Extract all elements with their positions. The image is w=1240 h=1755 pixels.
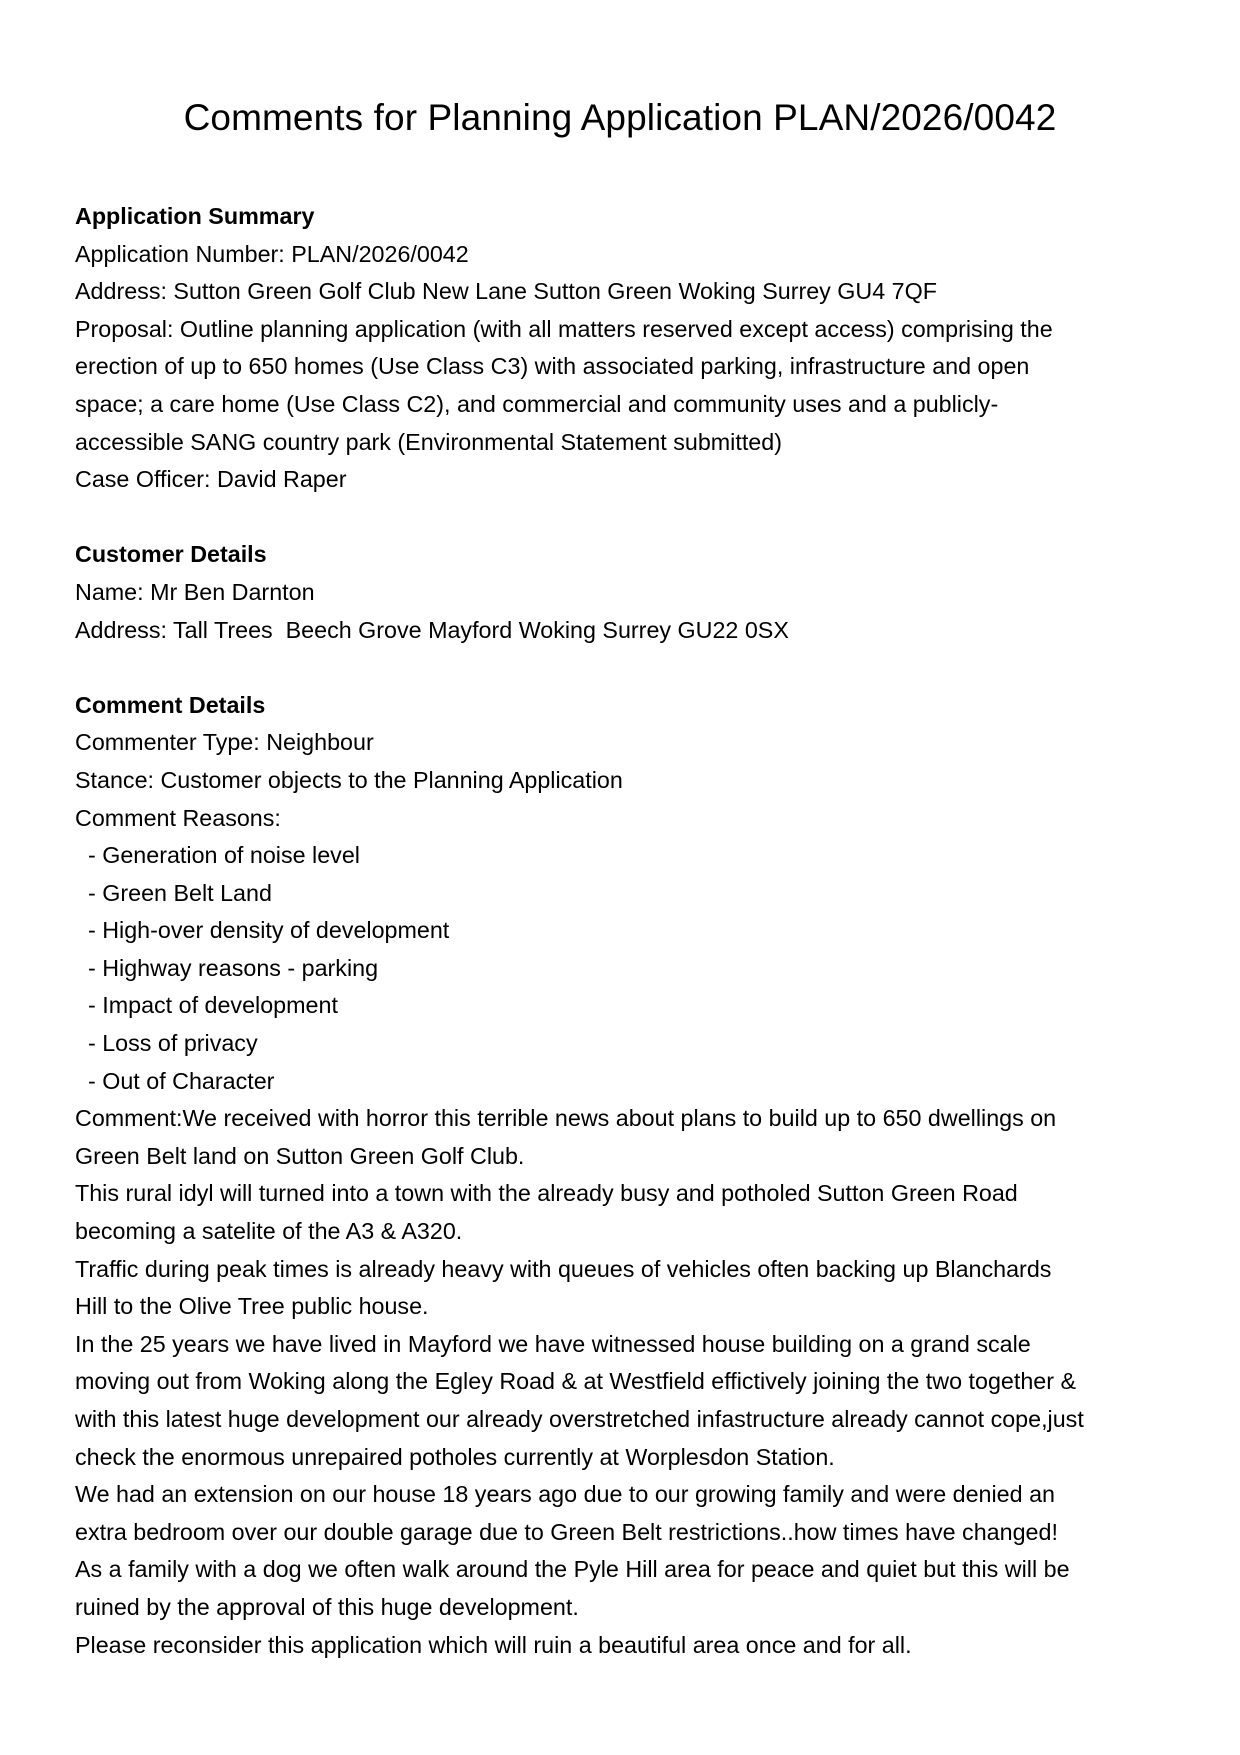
customer-details-heading: Customer Details <box>75 541 267 568</box>
comment-text <box>75 1100 1185 1664</box>
proposal-line: Proposal: Outline planning application (with all matters reserved except access) comprising the <box>75 315 1053 342</box>
comment-reason-item: - Impact of development <box>88 992 338 1019</box>
comment-reason-item: - Loss of privacy <box>88 1030 258 1057</box>
comment-reason-item: - Generation of noise level <box>88 842 360 869</box>
comment-reason-item: - Out of Character <box>88 1067 275 1094</box>
customer-details-section <box>75 536 1185 649</box>
customer-address: Address: Tall Trees Beech Grove Mayford Woking Surrey GU22 0SX <box>75 616 789 643</box>
comment-line: extra bedroom over our double garage due to Green Belt restrictions..how times have changed! <box>75 1518 1058 1545</box>
comment-line: becoming a satelite of the A3 & A320. <box>75 1218 463 1245</box>
case-officer: Case Officer: David Raper <box>75 466 347 493</box>
comment-line: Hill to the Olive Tree public house. <box>75 1293 429 1320</box>
comment-line: This rural idyl will turned into a town with the already busy and potholed Sutton Green Road <box>75 1180 1018 1207</box>
comment-details-heading: Comment Details <box>75 691 266 718</box>
comment-line: with this latest huge development our already overstretched infastructure already cannot cope,just <box>75 1406 1084 1432</box>
comment-line: Comment:We received with horror this terrible news about plans to build up to 650 dwellings on <box>75 1105 1057 1132</box>
page-title: Comments for Planning Application PLAN/2026/0042 <box>183 97 1057 138</box>
proposal-line: erection of up to 650 homes (Use Class C3) with associated parking, infrastructure and open <box>75 353 1030 380</box>
commenter-type: Commenter Type: Neighbour <box>75 729 374 756</box>
proposal-line: space; a care home (Use Class C2), and commercial and community uses and a publicly- <box>75 390 999 417</box>
application-number: Application Number: PLAN/2026/0042 <box>75 240 469 267</box>
application-summary-section <box>75 198 1185 499</box>
comment-reason-item: - Highway reasons - parking <box>88 954 379 981</box>
comment-details-section <box>75 687 1185 1664</box>
comment-reason-item: - High-over density of development <box>88 917 450 944</box>
comment-line: check the enormous unrepaired potholes currently at Worplesdon Station. <box>75 1443 835 1470</box>
comment-line: As a family with a dog we often walk around the Pyle Hill area for peace and quiet but this will be <box>75 1556 1070 1583</box>
comment-reasons-label: Comment Reasons: <box>75 804 281 831</box>
section-spacer <box>75 499 1185 537</box>
comment-line: ruined by the approval of this huge development. <box>75 1593 579 1620</box>
comment-reasons-list <box>75 837 1185 1100</box>
application-summary-heading: Application Summary <box>75 203 315 229</box>
comment-line: Green Belt land on Sutton Green Golf Club. <box>75 1142 525 1169</box>
proposal-line: accessible SANG country park (Environmental Statement submitted) <box>75 428 782 455</box>
comment-reason-item: - Green Belt Land <box>88 879 272 906</box>
comment-line: Traffic during peak times is already heavy with queues of vehicles often backing up Blanchards <box>75 1255 1052 1282</box>
document-body <box>75 198 1185 1664</box>
application-address: Address: Sutton Green Golf Club New Lane Sutton Green Woking Surrey GU4 7QF <box>75 278 937 305</box>
section-spacer <box>75 649 1185 687</box>
comment-line: We had an extension on our house 18 years ago due to our growing family and were denied an <box>75 1481 1055 1508</box>
customer-name: Name: Mr Ben Darnton <box>75 578 315 605</box>
comment-line: moving out from Woking along the Egley Road & at Westfield effictively joining the two together & <box>75 1368 1077 1395</box>
stance: Stance: Customer objects to the Planning Application <box>75 766 623 793</box>
comment-line: Please reconsider this application which will ruin a beautiful area once and for all. <box>75 1631 912 1658</box>
comment-line: In the 25 years we have lived in Mayford we have witnessed house building on a grand scale <box>75 1330 1031 1357</box>
